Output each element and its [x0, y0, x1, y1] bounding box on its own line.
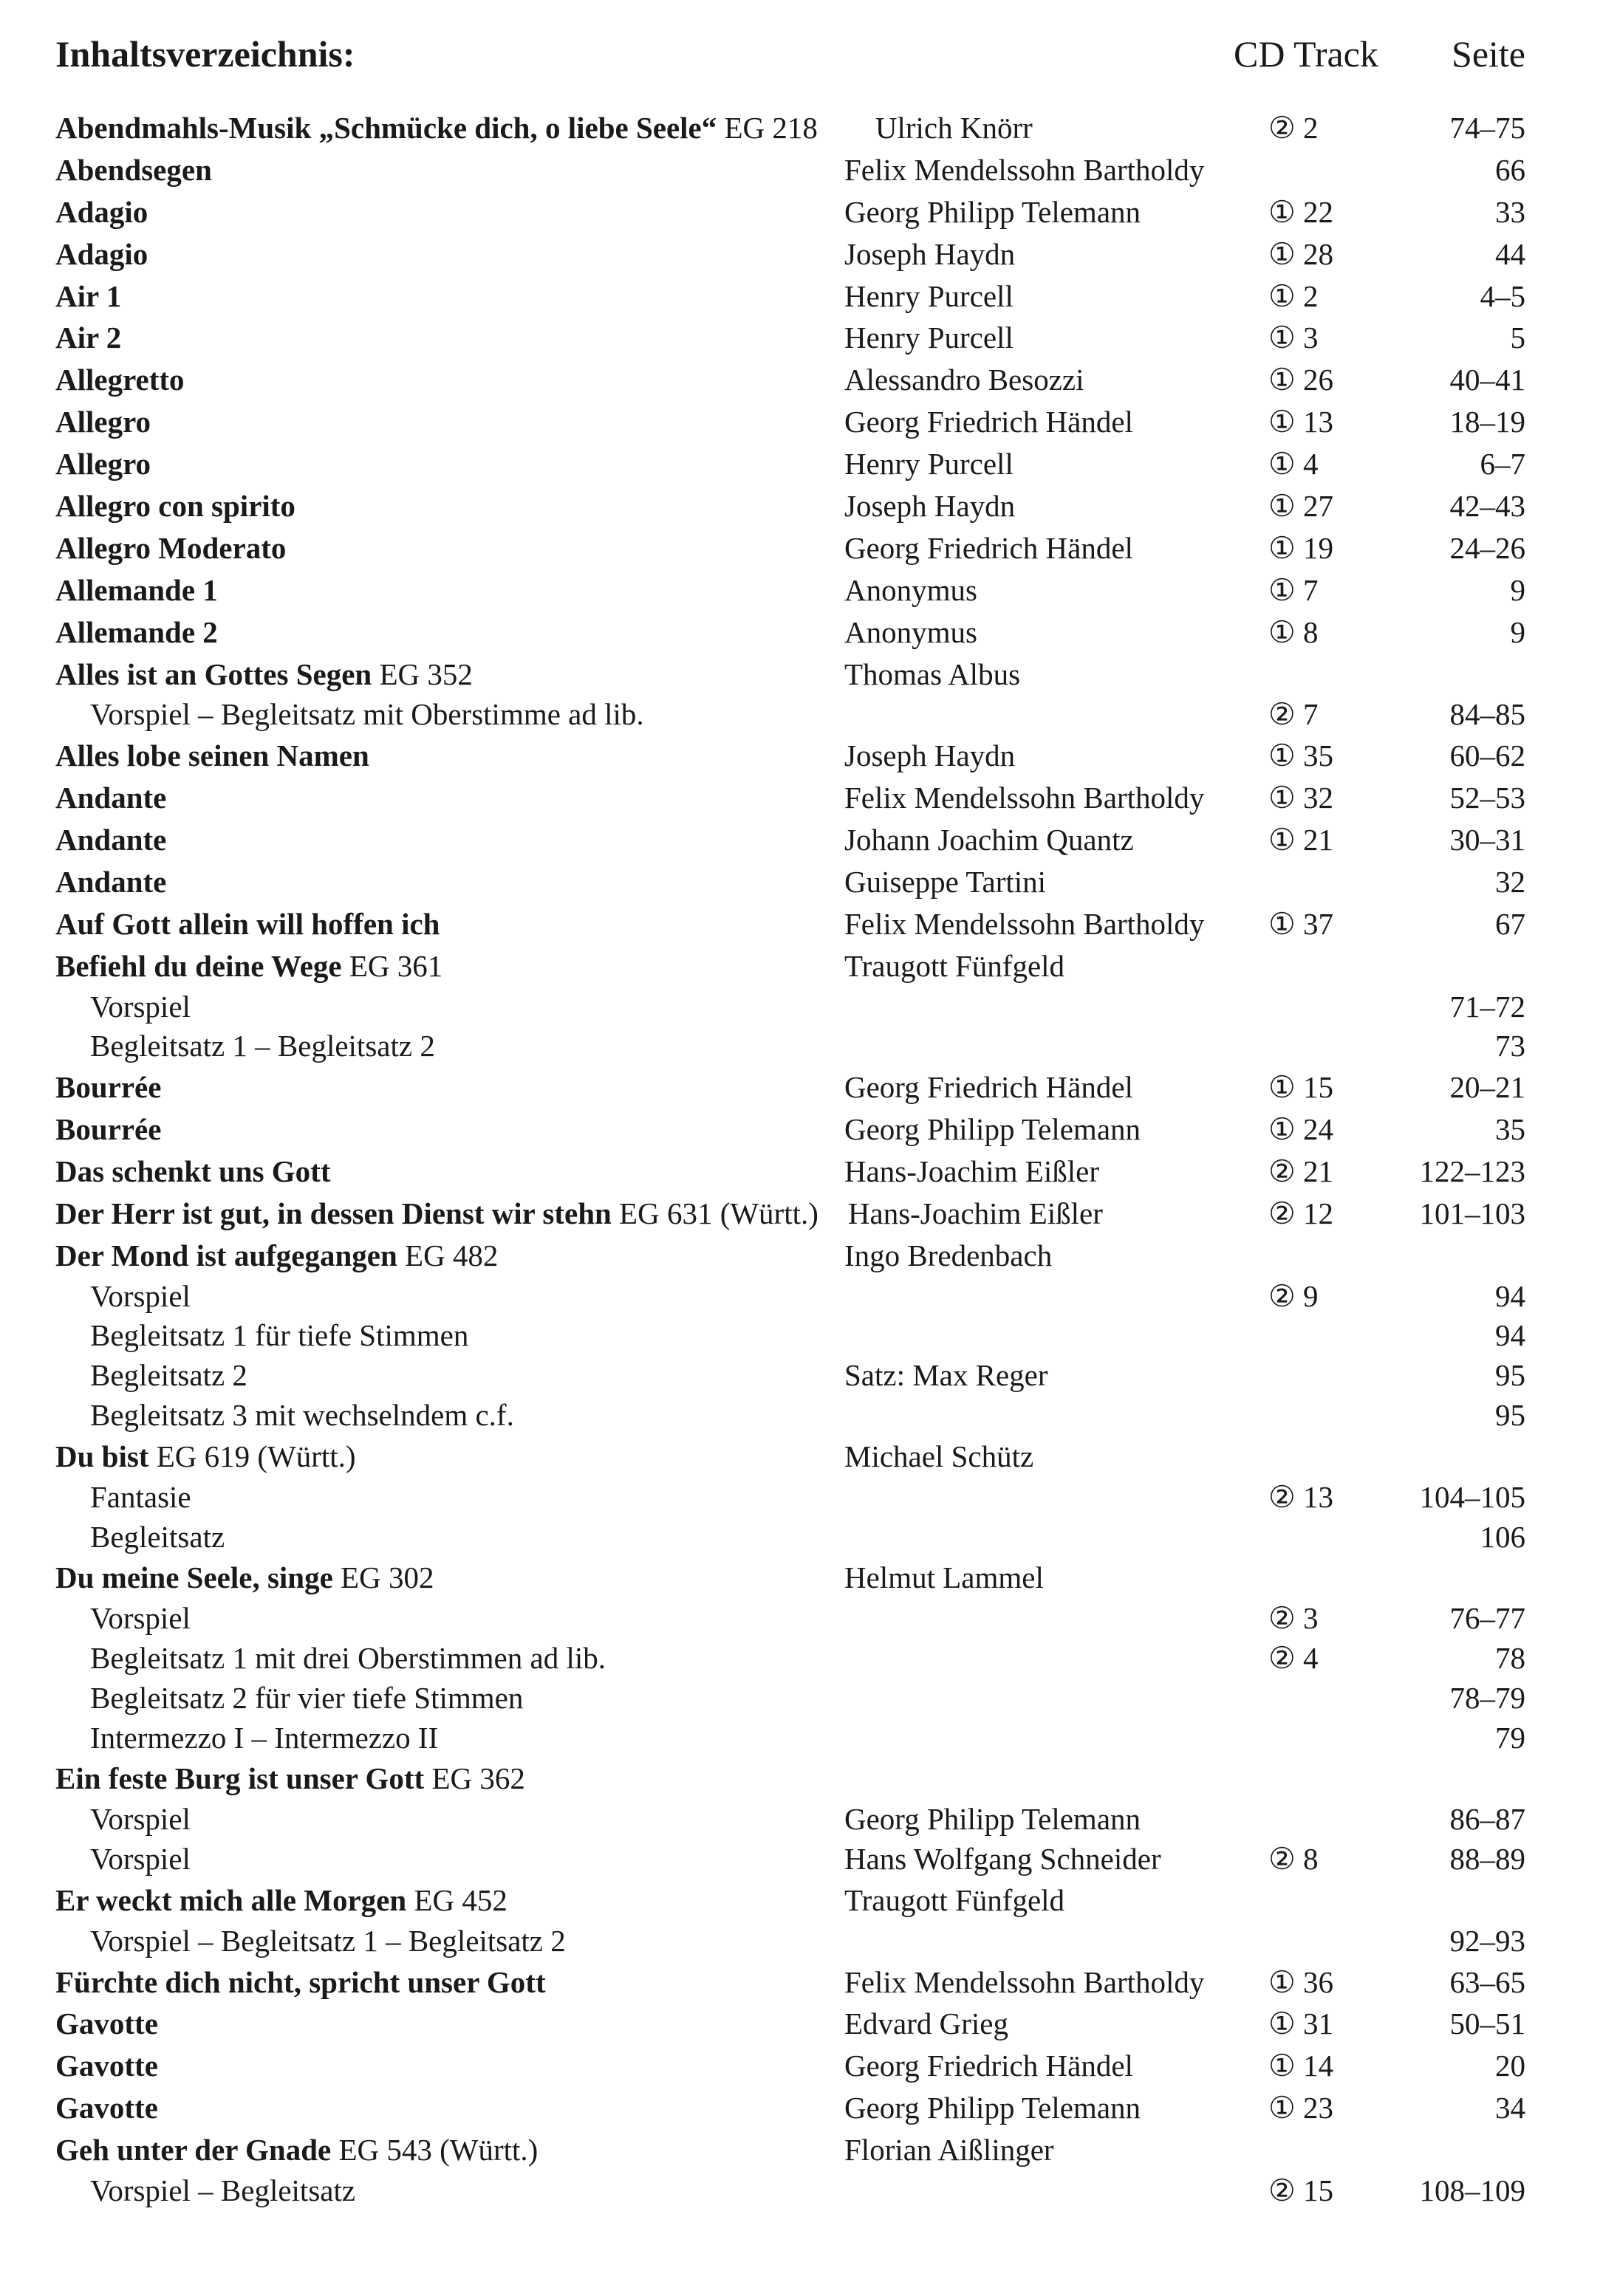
entry-page-number: 106: [1480, 1519, 1525, 1554]
toc-subentry: [55, 987, 1525, 1027]
toc-entry: [55, 1235, 1525, 1277]
cd-track-column-header: CD Track: [1234, 33, 1378, 75]
entry-cd-track: ① 28: [1268, 236, 1334, 271]
entry-composer: Henry Purcell: [844, 278, 1014, 313]
entry-composer: Felix Mendelssohn Bartholdy: [844, 781, 1205, 815]
toc-entry: [55, 777, 1525, 819]
entry-composer: Traugott Fünfgeld: [844, 948, 1065, 983]
entry-title-main: Andante: [55, 823, 167, 857]
toc-entry: [55, 861, 1525, 903]
entry-composer: Alessandro Besozzi: [844, 363, 1084, 397]
entry-cd-track: ① 26: [1268, 363, 1334, 397]
entry-title-main: Adagio: [55, 236, 148, 271]
subentry-label: Begleitsatz: [90, 1519, 225, 1554]
entry-page-number: 73: [1495, 1029, 1525, 1063]
entry-composer: Satz: Max Reger: [844, 1358, 1048, 1393]
entry-page-number: 60–62: [1449, 739, 1525, 773]
entry-cd-track: ② 8: [1268, 1842, 1319, 1877]
entry-page-number: 6–7: [1480, 447, 1525, 482]
toc-entry: [55, 1557, 1525, 1599]
entry-hymn-number: EG 362: [424, 1761, 525, 1796]
entry-page-number: 78: [1495, 1641, 1525, 1676]
subentry-label: Begleitsatz 3 mit wechselndem c.f.: [90, 1398, 514, 1433]
toc-subentry: [55, 1518, 1525, 1557]
entry-title: [55, 401, 151, 443]
toc-entry: [55, 275, 1525, 318]
entry-page-number: 108–109: [1419, 2173, 1525, 2208]
toc-entry: [55, 1193, 1525, 1235]
entry-cd-track: ① 4: [1268, 447, 1319, 482]
toc-entry: [55, 735, 1525, 777]
entry-title-main: Allemande 2: [55, 614, 218, 649]
entry-title: [55, 819, 166, 861]
entry-page-number: 35: [1495, 1112, 1525, 1147]
entry-cd-track: ① 27: [1268, 489, 1334, 524]
entry-cd-track: ② 7: [1268, 697, 1319, 732]
entry-title: [55, 1235, 498, 1277]
toc-entry: [55, 107, 1525, 149]
entry-title-main: Andante: [55, 781, 167, 815]
entry-hymn-number: EG 619 (Württ.): [148, 1439, 356, 1473]
entry-title: [55, 777, 166, 819]
entry-hymn-number: EG 543 (Württ.): [331, 2133, 539, 2168]
entry-cd-track: ① 14: [1268, 2049, 1334, 2083]
entry-title-main: Air 2: [55, 321, 122, 355]
toc-entry: [55, 569, 1525, 611]
entry-title: [90, 2171, 355, 2211]
toc-entry: [55, 485, 1525, 527]
entry-title: [55, 1108, 161, 1151]
subentry-label: Begleitsatz 1 mit drei Oberstimmen ad lib.: [90, 1641, 606, 1676]
entry-page-number: 18–19: [1449, 405, 1525, 439]
entry-title: [55, 2003, 158, 2045]
entry-composer: Felix Mendelssohn Bartholdy: [844, 906, 1205, 941]
entry-hymn-number: EG 302: [332, 1560, 434, 1595]
entry-title-main: Allegro: [55, 405, 151, 439]
entry-title: [55, 861, 166, 903]
entry-title: [90, 1277, 191, 1317]
subentry-label: Begleitsatz 1 – Begleitsatz 2: [90, 1029, 435, 1063]
subentry-label: Vorspiel: [90, 1601, 191, 1636]
toc-subentry: [55, 1396, 1525, 1436]
entry-composer: Florian Aißlinger: [844, 2133, 1054, 2168]
entry-title: [55, 233, 148, 275]
toc-subentry: [55, 1027, 1525, 1066]
subentry-label: Begleitsatz 2: [90, 1358, 247, 1393]
entry-composer: Joseph Haydn: [844, 739, 1016, 773]
entry-composer: Felix Mendelssohn Bartholdy: [844, 1964, 1205, 1999]
toc-entry: [55, 443, 1525, 485]
entry-title-main: Alles lobe seinen Namen: [55, 739, 369, 773]
entry-title-main: Bourrée: [55, 1112, 162, 1147]
entry-cd-track: ② 2: [1268, 111, 1319, 145]
toc-entry: [55, 1758, 1525, 1800]
page-title: Inhaltsverzeichnis:: [55, 33, 355, 75]
entry-page-number: 9: [1510, 614, 1525, 649]
entry-cd-track: ① 24: [1268, 1112, 1334, 1147]
entry-title: [55, 275, 121, 318]
toc-entry: [55, 2045, 1525, 2087]
toc-entry: [55, 945, 1525, 987]
toc-entry: [55, 317, 1525, 359]
entry-page-number: 78–79: [1449, 1680, 1525, 1715]
entry-page-number: 84–85: [1449, 697, 1525, 732]
entry-composer: Anonymus: [844, 614, 977, 649]
toc-entry: [55, 1108, 1525, 1151]
entry-title-main: Gavotte: [55, 2091, 158, 2125]
entry-title: [55, 107, 1033, 149]
entry-page-number: 32: [1495, 864, 1525, 899]
entry-title-main: Der Herr ist gut, in dessen Dienst wir stehn: [55, 1196, 612, 1230]
entry-title-main: Allegro Moderato: [55, 530, 287, 565]
entry-title: [55, 1193, 1103, 1235]
entry-title: [55, 903, 440, 945]
entry-composer: Johann Joachim Quantz: [844, 823, 1134, 857]
entry-title: [55, 1879, 507, 1922]
entry-cd-track: ① 2: [1268, 278, 1319, 313]
entry-title-main: Geh unter der Gnade: [55, 2133, 332, 2168]
entry-composer: Thomas Albus: [844, 657, 1021, 691]
entry-composer: Helmut Lammel: [844, 1560, 1044, 1595]
entry-composer: Felix Mendelssohn Bartholdy: [844, 152, 1205, 187]
subentry-label: Vorspiel – Begleitsatz 1 – Begleitsatz 2: [90, 1923, 566, 1958]
entry-composer: Georg Friedrich Händel: [844, 2049, 1133, 2083]
entry-title: [90, 1840, 191, 1879]
entry-page-number: 40–41: [1449, 363, 1525, 397]
entry-title-main: Allegro: [55, 447, 151, 482]
entry-hymn-number: EG 361: [341, 948, 443, 983]
entry-page-number: 92–93: [1449, 1923, 1525, 1958]
entry-cd-track: ① 8: [1268, 614, 1319, 649]
subentry-label: Vorspiel – Begleitsatz mit Oberstimme ad lib.: [90, 697, 644, 732]
subentry-label: Vorspiel: [90, 1842, 191, 1877]
entry-composer: Michael Schütz: [844, 1439, 1034, 1473]
toc-entry: [55, 1066, 1525, 1108]
entry-title: [90, 1518, 225, 1557]
entry-composer: Georg Philipp Telemann: [844, 1802, 1141, 1837]
toc-entry: [55, 233, 1525, 275]
toc-entry: [55, 903, 1525, 945]
entry-title: [55, 945, 442, 987]
toc-subentry: [55, 1277, 1525, 1317]
toc-entry: [55, 2087, 1525, 2129]
entry-page-number: 122–123: [1419, 1154, 1525, 1188]
entry-title-main: Fürchte dich nicht, spricht unser Gott: [55, 1964, 546, 1999]
entry-title: [55, 654, 473, 696]
entry-title: [55, 735, 369, 777]
entry-title-main: Auf Gott allein will hoffen ich: [55, 906, 440, 941]
entry-hymn-number: EG 631 (Württ.): [611, 1196, 818, 1230]
page-column-header: Seite: [1452, 33, 1525, 75]
entry-page-number: 67: [1495, 906, 1525, 941]
entry-title: [55, 1151, 330, 1193]
entry-title: [55, 2129, 538, 2171]
entry-page-number: 30–31: [1449, 823, 1525, 857]
entry-title: [90, 1800, 191, 1840]
entry-title: [55, 1758, 525, 1800]
subentry-label: Begleitsatz 2 für vier tiefe Stimmen: [90, 1680, 524, 1715]
entry-page-number: 95: [1495, 1358, 1525, 1393]
entry-page-number: 5: [1510, 321, 1525, 355]
entry-title-main: Allegretto: [55, 363, 185, 397]
entry-page-number: 88–89: [1449, 1842, 1525, 1877]
toc-entry: [55, 1436, 1525, 1478]
entry-title-main: Abendsegen: [55, 152, 212, 187]
toc-entry: [55, 1879, 1525, 1922]
entry-title: [90, 1639, 606, 1679]
entry-title: [55, 2045, 158, 2087]
toc-subentry: [55, 1840, 1525, 1879]
toc-entry: [55, 359, 1525, 401]
entry-title-main: Air 1: [55, 278, 122, 313]
entry-title: [55, 359, 185, 401]
entry-composer: Hans-Joachim Eißler: [844, 1154, 1099, 1188]
entry-cd-track: ① 35: [1268, 739, 1334, 773]
entry-cd-track: ② 3: [1268, 1601, 1319, 1636]
entry-composer: Georg Friedrich Händel: [844, 530, 1133, 565]
toc-subentry: [55, 1356, 1525, 1396]
toc-subentry: [55, 1478, 1525, 1518]
toc-subentry: [55, 695, 1525, 735]
entry-cd-track: ② 4: [1268, 1641, 1319, 1676]
entry-page-number: 101–103: [1419, 1196, 1525, 1230]
entry-title-main: Du meine Seele, singe: [55, 1560, 333, 1595]
entry-composer: Georg Friedrich Händel: [844, 1070, 1133, 1105]
entry-title-main: Andante: [55, 864, 167, 899]
entry-title: [90, 1396, 514, 1436]
entry-cd-track: ② 12: [1268, 1196, 1334, 1230]
entry-composer: Joseph Haydn: [844, 489, 1016, 524]
entry-composer: Traugott Fünfgeld: [844, 1882, 1065, 1917]
entry-page-number: 71–72: [1449, 989, 1525, 1024]
entry-cd-track: ① 13: [1268, 405, 1334, 439]
entry-cd-track: ② 13: [1268, 1479, 1334, 1514]
entry-title-main: Gavotte: [55, 2049, 158, 2083]
entry-page-number: 76–77: [1449, 1601, 1525, 1636]
subentry-label: Vorspiel: [90, 1802, 191, 1837]
entry-title: [55, 485, 295, 527]
entry-page-number: 63–65: [1449, 1964, 1525, 1999]
toc-subentry: [55, 1599, 1525, 1639]
entry-page-number: 94: [1495, 1278, 1525, 1313]
entry-title: [90, 695, 644, 735]
entry-title-main: Der Mond ist aufgegangen: [55, 1238, 397, 1272]
entry-composer: Georg Friedrich Händel: [844, 405, 1133, 439]
entry-page-number: 42–43: [1449, 489, 1525, 524]
entry-title-main: Abendmahls-Musik „Schmücke dich, o liebe Seele“: [55, 111, 717, 145]
entry-hymn-number: EG 482: [397, 1238, 499, 1272]
entry-hymn-number: EG 352: [372, 657, 473, 691]
entry-page-number: 74–75: [1449, 111, 1525, 145]
entry-composer: Guiseppe Tartini: [844, 864, 1047, 899]
toc-entry: [55, 654, 1525, 696]
entry-composer: Georg Philipp Telemann: [844, 194, 1141, 229]
entry-title: [55, 1066, 161, 1108]
toc-entry-list: [55, 107, 1525, 2211]
entry-page-number: 34: [1495, 2091, 1525, 2125]
entry-cd-track: ② 9: [1268, 1278, 1319, 1313]
subentry-label: Intermezzo I – Intermezzo II: [90, 1720, 439, 1755]
entry-cd-track: ② 21: [1268, 1154, 1334, 1188]
toc-entry: [55, 2129, 1525, 2171]
entry-hymn-number: EG 452: [406, 1882, 507, 1917]
entry-title: [90, 1922, 566, 1961]
entry-composer: Hans Wolfgang Schneider: [844, 1842, 1161, 1877]
entry-title: [90, 1356, 247, 1396]
entry-title: [55, 1436, 356, 1478]
entry-title: [90, 1316, 468, 1356]
entry-title: [90, 1027, 435, 1066]
entry-title-main: Adagio: [55, 194, 148, 229]
entry-title-main: Befiehl du deine Wege: [55, 948, 342, 983]
entry-title-main: Ein feste Burg ist unser Gott: [55, 1761, 425, 1796]
entry-page-number: 66: [1495, 152, 1525, 187]
subentry-label: Vorspiel: [90, 989, 191, 1024]
entry-page-number: 104–105: [1419, 1479, 1525, 1514]
entry-page-number: 24–26: [1449, 530, 1525, 565]
entry-page-number: 9: [1510, 572, 1525, 607]
entry-title: [90, 1718, 438, 1758]
entry-cd-track: ① 3: [1268, 321, 1319, 355]
toc-subentry: [55, 1679, 1525, 1718]
entry-page-number: 33: [1495, 194, 1525, 229]
toc-entry: [55, 191, 1525, 233]
toc-header: [55, 28, 1525, 80]
entry-title: [55, 1557, 434, 1599]
entry-page-number: 20–21: [1449, 1070, 1525, 1105]
entry-composer: Henry Purcell: [844, 447, 1014, 482]
entry-title: [55, 1961, 546, 2004]
entry-title: [55, 569, 218, 611]
entry-title: [55, 611, 218, 654]
toc-subentry: [55, 1639, 1525, 1679]
entry-title: [90, 1478, 191, 1518]
entry-composer: Georg Philipp Telemann: [844, 1112, 1141, 1147]
entry-title: [55, 191, 148, 233]
entry-page-number: 52–53: [1449, 781, 1525, 815]
entry-title: [55, 527, 286, 569]
entry-title: [55, 149, 212, 191]
entry-cd-track: ① 19: [1268, 530, 1334, 565]
toc-subentry: [55, 1800, 1525, 1840]
entry-cd-track: ① 37: [1268, 906, 1334, 941]
entry-page-number: 94: [1495, 1318, 1525, 1353]
entry-composer: Hans-Joachim Eißler: [847, 1196, 1103, 1230]
entry-title-main: Er weckt mich alle Morgen: [55, 1882, 407, 1917]
entry-title-main: Gavotte: [55, 2007, 158, 2041]
subentry-label: Begleitsatz 1 für tiefe Stimmen: [90, 1318, 469, 1353]
toc-subentry: [55, 2171, 1525, 2211]
toc-entry: [55, 2003, 1525, 2045]
entry-title-main: Das schenkt uns Gott: [55, 1154, 331, 1188]
entry-cd-track: ① 31: [1268, 2007, 1334, 2041]
entry-cd-track: ① 32: [1268, 781, 1334, 815]
entry-title: [55, 443, 151, 485]
entry-composer: Joseph Haydn: [844, 236, 1016, 271]
entry-page-number: 50–51: [1449, 2007, 1525, 2041]
entry-page-number: 44: [1495, 236, 1525, 271]
entry-composer: Ingo Bredenbach: [844, 1238, 1053, 1272]
entry-title: [90, 1679, 523, 1718]
entry-title: [90, 1599, 191, 1639]
entry-cd-track: ① 15: [1268, 1070, 1334, 1105]
entry-page-number: 95: [1495, 1398, 1525, 1433]
entry-composer: Ulrich Knörr: [875, 111, 1033, 145]
toc-entry: [55, 1961, 1525, 2004]
entry-title-main: Alles ist an Gottes Segen: [55, 657, 372, 691]
entry-page-number: 20: [1495, 2049, 1525, 2083]
toc-entry: [55, 1151, 1525, 1193]
toc-entry: [55, 819, 1525, 861]
toc-subentry: [55, 1316, 1525, 1356]
subentry-label: Vorspiel – Begleitsatz: [90, 2173, 356, 2208]
toc-entry: [55, 611, 1525, 654]
entry-cd-track: ① 23: [1268, 2091, 1334, 2125]
entry-composer: Edvard Grieg: [844, 2007, 1008, 2041]
subentry-label: Vorspiel: [90, 1278, 191, 1313]
entry-composer: Anonymus: [844, 572, 977, 607]
entry-cd-track: ① 22: [1268, 194, 1334, 229]
toc-entry: [55, 401, 1525, 443]
toc-subentry: [55, 1922, 1525, 1961]
toc-entry: [55, 527, 1525, 569]
entry-title-main: Bourrée: [55, 1070, 162, 1105]
entry-title: [55, 2087, 158, 2129]
entry-cd-track: ① 21: [1268, 823, 1334, 857]
entry-composer: Henry Purcell: [844, 321, 1014, 355]
entry-title-main: Allemande 1: [55, 572, 218, 607]
subentry-label: Fantasie: [90, 1479, 191, 1514]
toc-subentry: [55, 1718, 1525, 1758]
entry-cd-track: ① 36: [1268, 1964, 1334, 1999]
entry-cd-track: ① 7: [1268, 572, 1319, 607]
entry-composer: Georg Philipp Telemann: [844, 2091, 1141, 2125]
entry-title-main: Du bist: [55, 1439, 149, 1473]
entry-cd-track: ② 15: [1268, 2173, 1334, 2208]
entry-title: [55, 317, 121, 359]
entry-title-main: Allegro con spirito: [55, 489, 295, 524]
toc-entry: [55, 149, 1525, 191]
entry-hymn-number: EG 218: [717, 111, 818, 145]
entry-page-number: 4–5: [1480, 278, 1525, 313]
entry-page-number: 86–87: [1449, 1802, 1525, 1837]
entry-page-number: 79: [1495, 1720, 1525, 1755]
entry-title: [90, 987, 191, 1027]
